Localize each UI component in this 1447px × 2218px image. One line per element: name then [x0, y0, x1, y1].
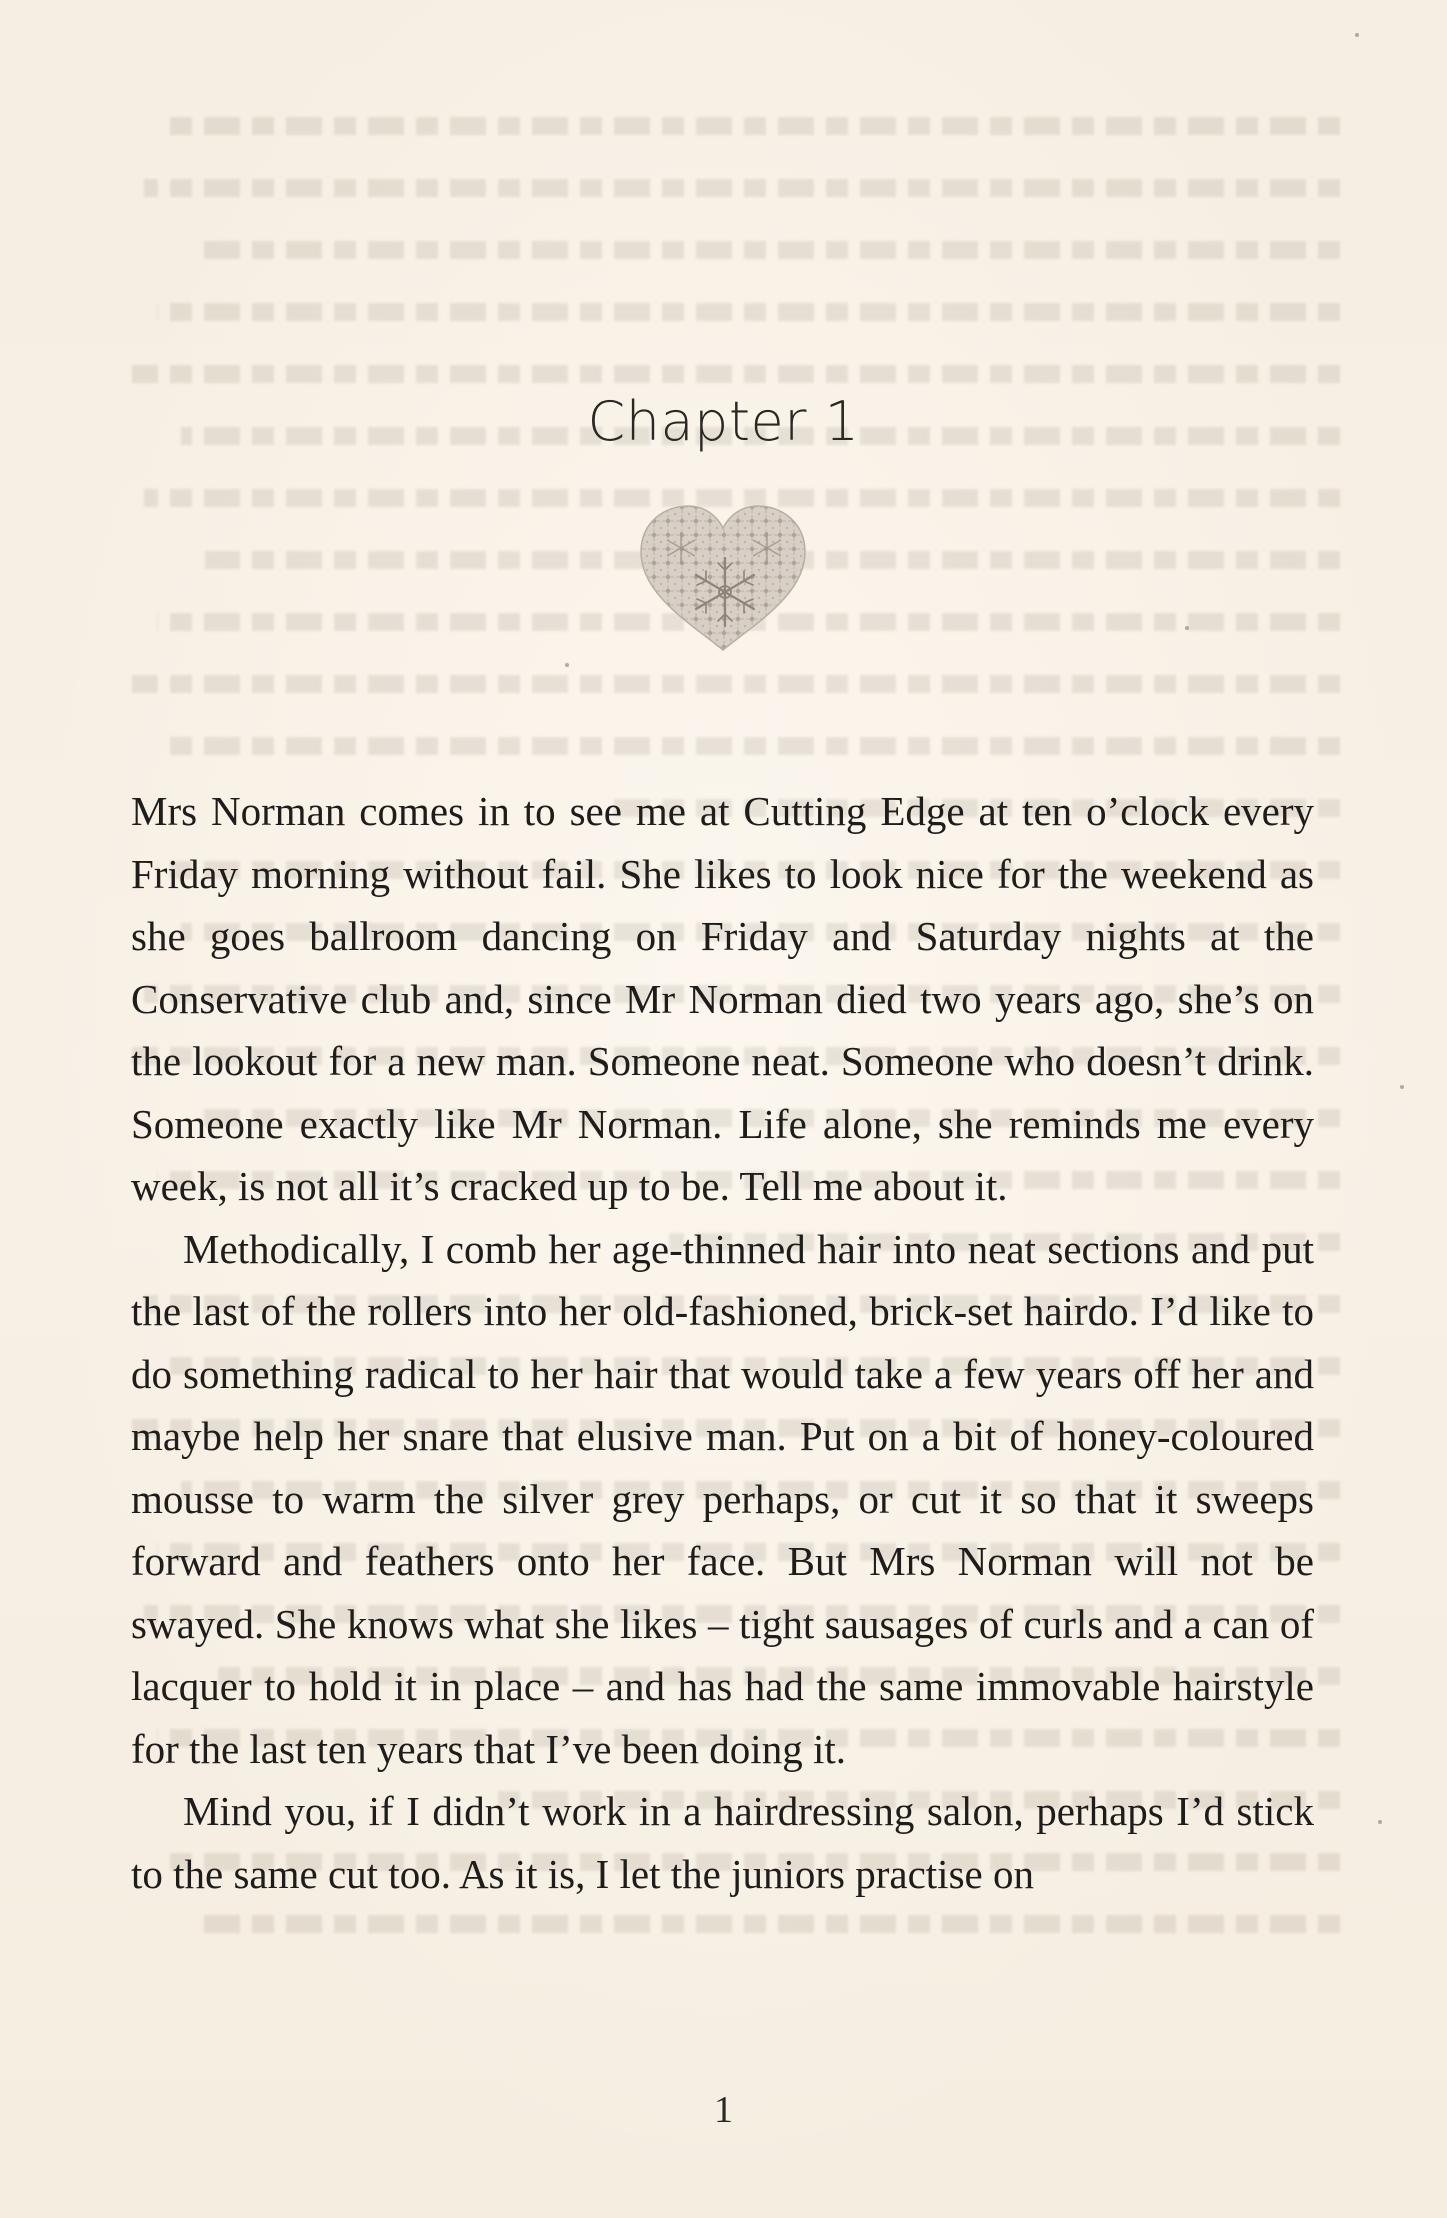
- paper-speck: [1185, 626, 1189, 630]
- paragraph-2: Methodically, I comb her age-thinned hair into neat sections and put the last of the rollers into her old-fashioned, brick-set hairdo. I’d like to do something radical to her hair that would take a few years off her and maybe help her snare that elusive man. Put on a bit of honey-coloured mousse to warm the silver grey perhaps, or cut it so that it sweeps forward and feathers onto her face. But Mrs Norman will not be swayed. She knows what she likes – tight sausages of curls and a can of lacquer to hold it in place – and has had the same immovable hairstyle for the last ten years that I’ve been doing it.: [131, 1225, 1314, 1772]
- chapter-body: [131, 780, 1314, 1905]
- paper-speck: [1400, 1085, 1404, 1089]
- page-number: 1: [714, 2089, 733, 2131]
- paragraph-1: Mrs Norman comes in to see me at Cutting Edge at ten o’clock every Friday morning without fail. She likes to look nice for the weekend as she goes ballroom dancing on Friday and Saturday nights at the Conservative club and, since Mr Norman died two years ago, she’s on the lookout for a new man. Someone neat. Someone who doesn’t drink. Someone exactly like Mr Norman. Life alone, she reminds me every week, is not all it’s cracked up to be. Tell me about it.: [131, 788, 1314, 1209]
- snowflake-heart-icon: [633, 500, 813, 660]
- paragraph-3: Mind you, if I didn’t work in a hairdressing salon, perhaps I’d stick to the same cut too. As it is, I let the juniors practise on: [131, 1788, 1314, 1897]
- paper-speck: [1378, 1820, 1382, 1824]
- paper-speck: [1355, 33, 1359, 37]
- chapter-title: Chapter 1: [587, 390, 860, 453]
- paper-speck: [565, 663, 569, 667]
